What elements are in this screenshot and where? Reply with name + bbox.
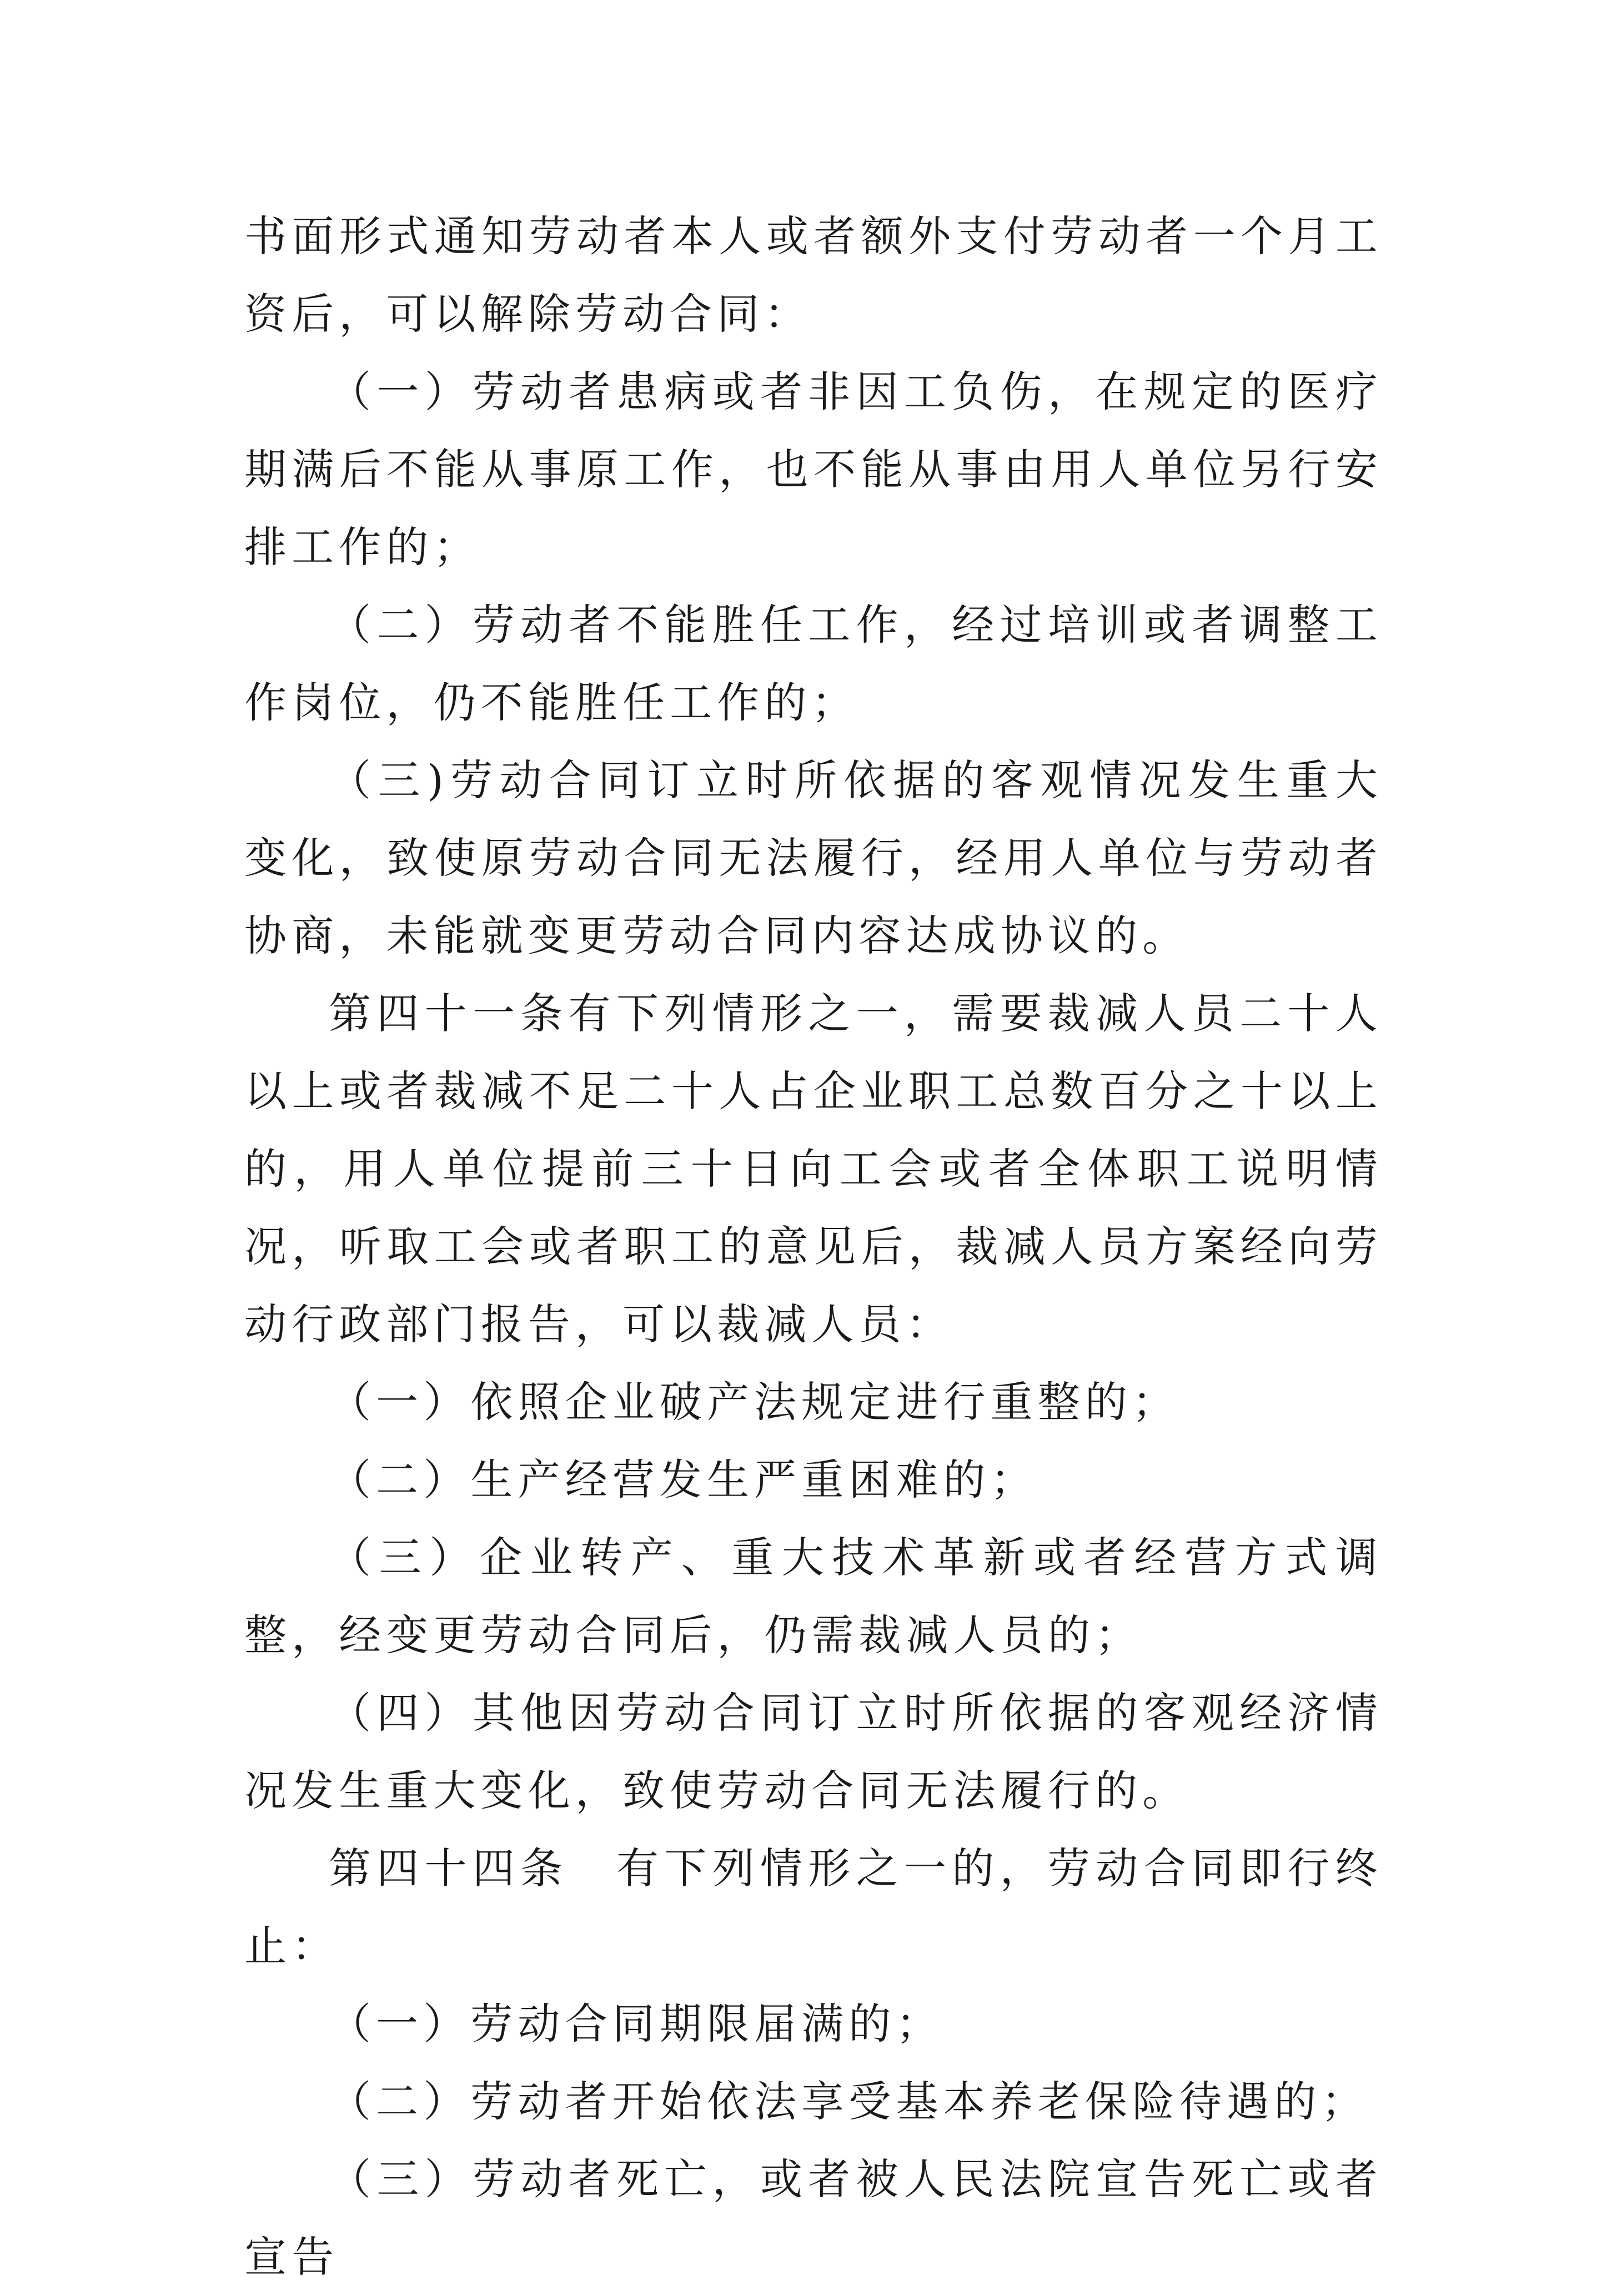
paragraph: （二）生产经营发生严重困难的； bbox=[329, 1455, 1038, 1504]
paragraph: （三）劳动者死亡，或者被人民法院宣告死亡或者宣告 bbox=[244, 2154, 1383, 2282]
paragraph: （二）劳动者开始依法享受基本养老保险待遇的； bbox=[329, 2077, 1369, 2126]
document-body bbox=[244, 198, 1383, 2296]
paragraph: （一）劳动者患病或者非因工负伤，在规定的医疗期满后不能从事原工作，也不能从事由用人单位另行安排工作的； bbox=[244, 367, 1383, 572]
paragraph: （一）劳动合同期限届满的； bbox=[329, 1999, 943, 2048]
paragraph: 书面形式通知劳动者本人或者额外支付劳动者一个月工资后，可以解除劳动合同： bbox=[244, 212, 1383, 339]
paragraph: （三)劳动合同订立时所依据的客观情况发生重大变化，致使原劳动合同无法履行，经用人单位与劳动者协商，未能就变更劳动合同内容达成协议的。 bbox=[244, 756, 1383, 960]
paragraph: （一）依照企业破产法规定进行重整的； bbox=[329, 1377, 1180, 1427]
paragraph: 第四十四条 有下列情形之一的，劳动合同即行终止： bbox=[244, 1844, 1383, 1971]
paragraph: （二）劳动者不能胜任工作，经过培训或者调整工作岗位，仍不能胜任工作的； bbox=[244, 600, 1383, 727]
paragraph: 第四十一条有下列情形之一，需要裁减人员二十人以上或者裁减不足二十人占企业职工总数百分之十以上的，用人单位提前三十日向工会或者全体职工说明情况，听取工会或者职工的意见后，裁减人员方案经向劳动行政部门报告，可以裁减人员： bbox=[244, 989, 1383, 1349]
paragraph: （四）其他因劳动合同订立时所依据的客观经济情况发生重大变化，致使劳动合同无法履行的。 bbox=[244, 1688, 1383, 1815]
paragraph: （三）企业转产、重大技术革新或者经营方式调整，经变更劳动合同后，仍需裁减人员的； bbox=[244, 1533, 1383, 1660]
